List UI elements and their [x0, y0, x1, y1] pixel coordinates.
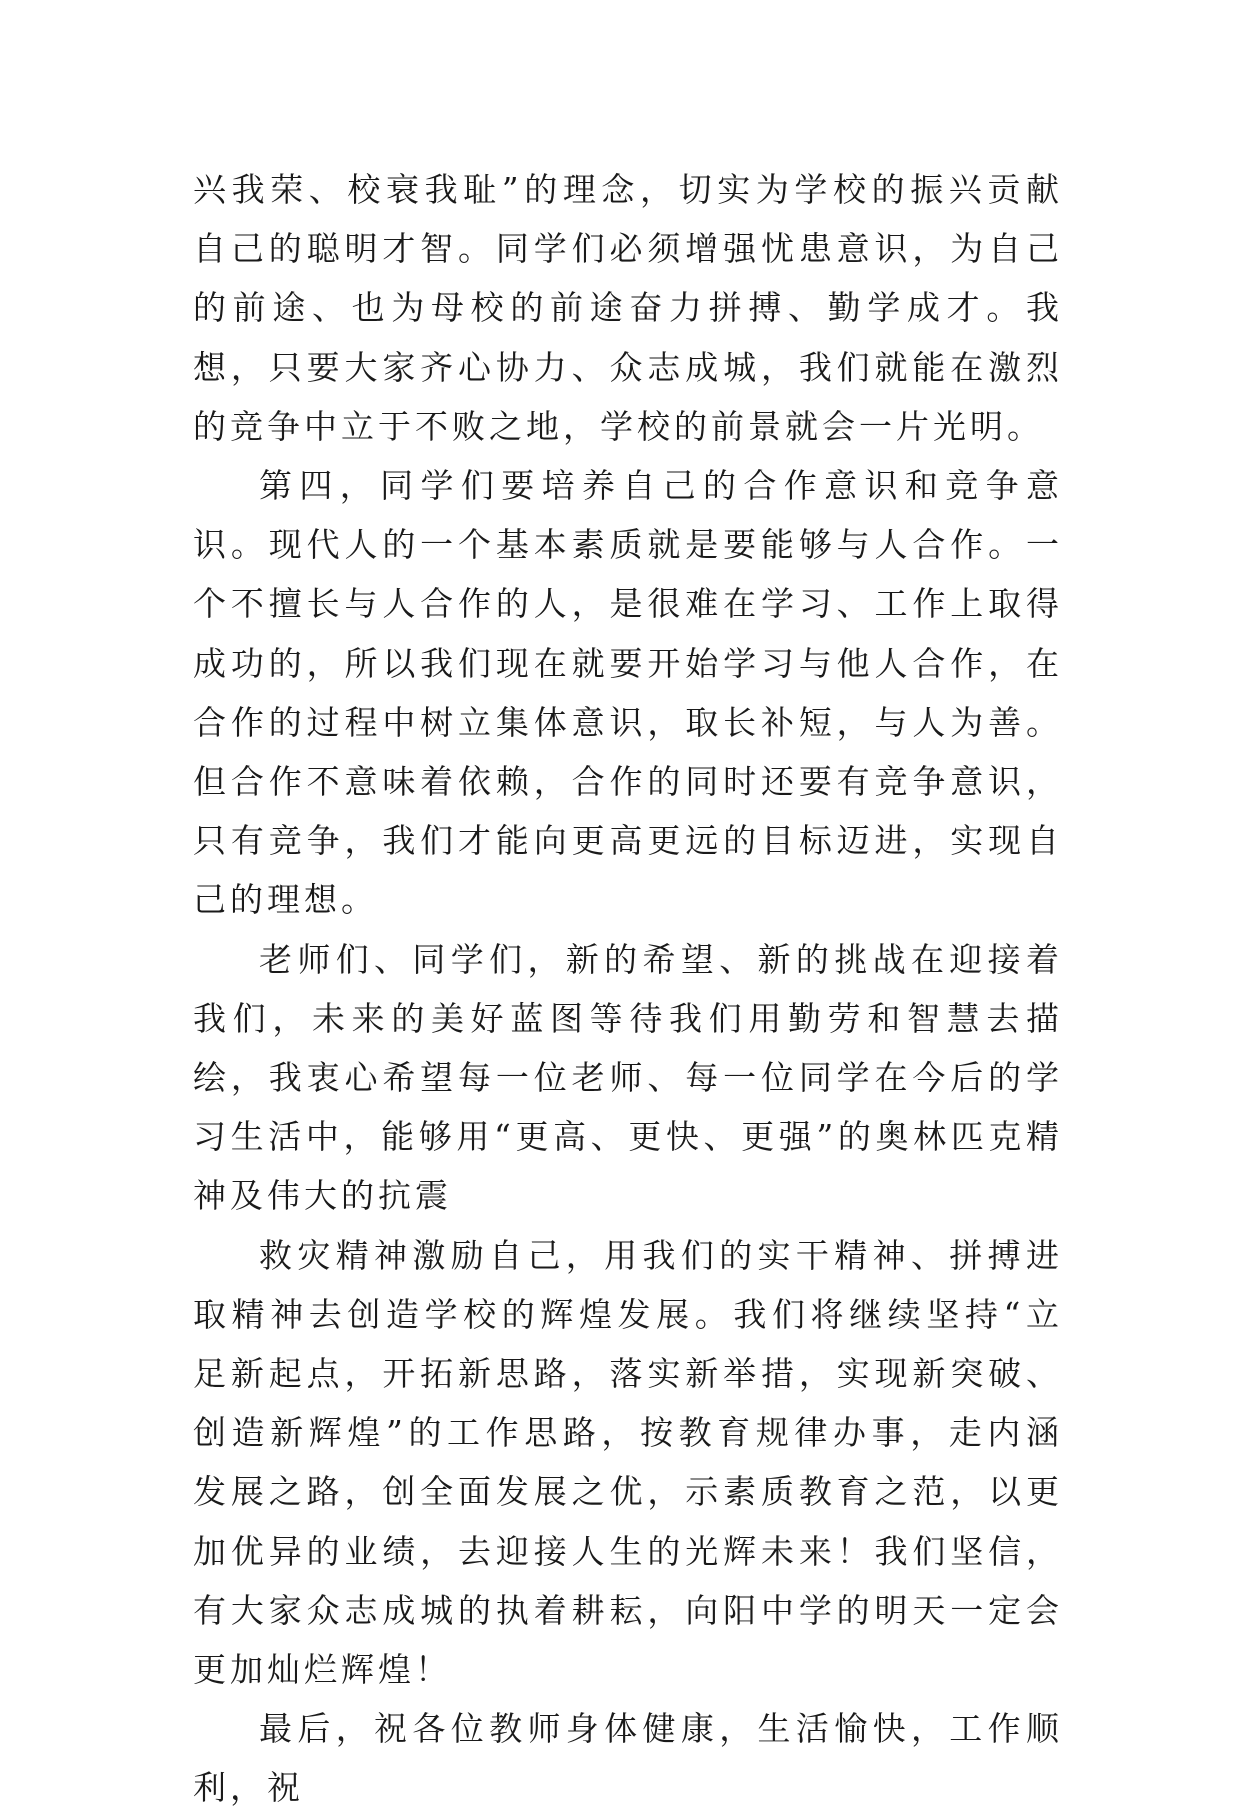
paragraph: 老师们、同学们，新的希望、新的挑战在迎接着我们，未来的美好蓝图等待我们用勤劳和智慧去描绘，我衷心希望每一位老师、每一位同学在今后的学习生活中，能够用“更高、更快、更强”的奥林匹克精神及伟大的抗震	[193, 939, 1063, 1216]
paragraph: 救灾精神激励自己，用我们的实干精神、拼搏进取精神去创造学校的辉煌发展。我们将继续坚持“立足新起点，开拓新思路，落实新举措，实现新突破、创造新辉煌”的工作思路，按教育规律办事，走内涵发展之路，创全面发展之优，示素质教育之范，以更加优异的业绩，去迎接人生的光辉未来！我们坚信，有大家众志成城的执着耕耘，向阳中学的明天一定会更加灿烂辉煌！	[193, 1235, 1063, 1690]
paragraph: 最后，祝各位教师身体健康，生活愉快，工作顺利，祝	[193, 1709, 1063, 1808]
document-body	[193, 160, 1063, 1818]
paragraph: 兴我荣、校衰我耻”的理念，切实为学校的振兴贡献自己的聪明才智。同学们必须增强忧患意识，为自己的前途、也为母校的前途奋力拼搏、勤学成才。我想，只要大家齐心协力、众志成城，我们就能在激烈的竞争中立于不败之地，学校的前景就会一片光明。	[193, 170, 1063, 446]
paragraph: 第四，同学们要培养自己的合作意识和竞争意识。现代人的一个基本素质就是要能够与人合作。一个不擅长与人合作的人，是很难在学习、工作上取得成功的，所以我们现在就要开始学习与他人合作，在合作的过程中树立集体意识，取长补短，与人为善。但合作不意味着依赖，合作的同时还要有竞争意识，只有竞争，我们才能向更高更远的目标迈进，实现自己的理想。	[193, 466, 1063, 920]
